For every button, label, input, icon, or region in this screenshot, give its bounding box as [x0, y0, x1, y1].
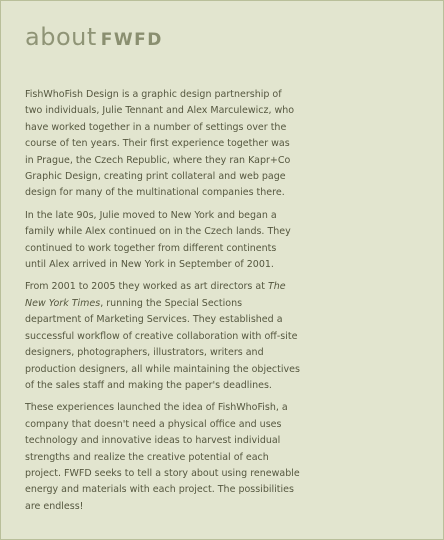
- publication-name: The New York Times: [25, 281, 286, 309]
- about-body: [25, 87, 300, 521]
- paragraph-art-directors-start: From 2001 to 2005 they worked as art directors at: [25, 281, 268, 293]
- page-title: [25, 23, 163, 52]
- paragraph-new-york: In the late 90s, Julie moved to New York and began a family while Alex continued on in the Czech lands. They continued to work together from different continents until Alex arrived in New York in September of 2001.: [25, 209, 291, 271]
- paragraph-art-directors-rest: , running the Special Sections department of Marketing Services. They established a successful workflow of creative collaboration with off-site designers, photographers, illustrators, writers and production designers, all while maintaining the objectives of the sales staff and making the paper's deadlines.: [25, 297, 300, 391]
- title-brand: FWFD: [100, 30, 163, 50]
- title-prefix: about: [25, 23, 97, 51]
- paragraph-mission: These experiences launched the idea of FishWhoFish, a company that doesn't need a physical office and uses technology and innovative ideas to harvest individual strengths and realize the creative potential of each project. FWFD seeks to tell a story about using renewable energy and materials with each project. The possibilities are endless!: [25, 402, 300, 512]
- paragraph-history: FishWhoFish Design is a graphic design partnership of two individuals, Julie Tennant and Alex Marculewicz, who have worked together in a number of settings over the course of ten years. Their first experience together was in Prague, the Czech Republic, where they ran Kapr+Co Graphic Design, creating print collateral and web page design for many of the multinational companies there.: [25, 89, 295, 199]
- paragraph-art-directors: [25, 279, 300, 394]
